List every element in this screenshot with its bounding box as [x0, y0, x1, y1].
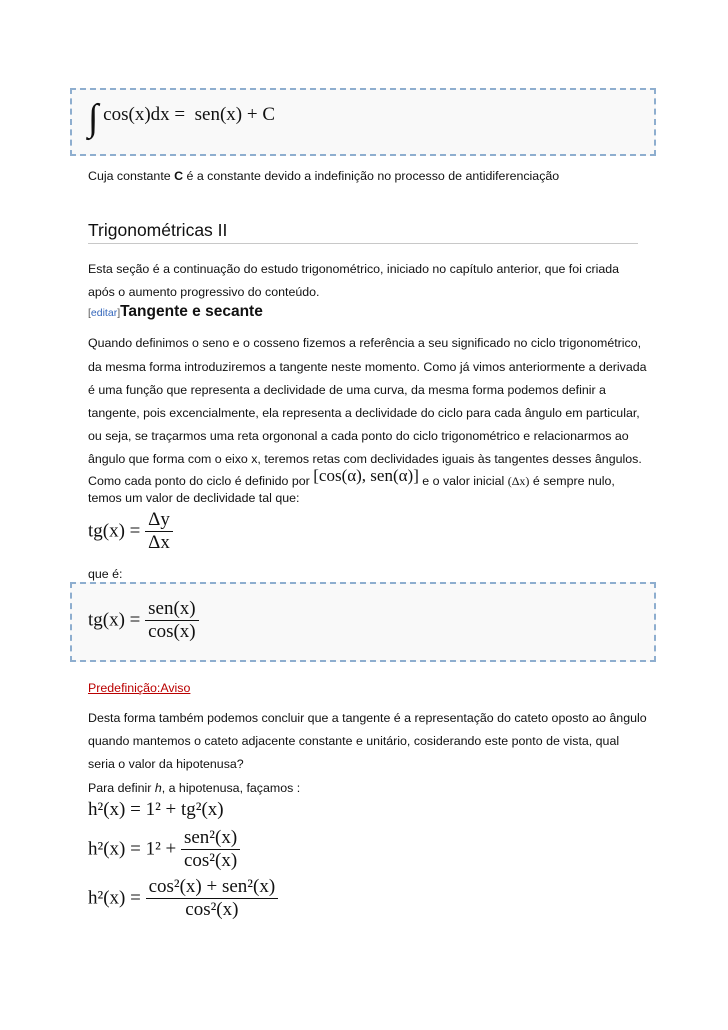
- constant-note: Cuja constante C é a constante devido a indefinição no processo de antidiferenciação: [88, 169, 560, 183]
- edit-link[interactable]: editar: [90, 307, 118, 319]
- que-e-text: que é:: [88, 567, 123, 581]
- subsection-heading: [88, 303, 263, 321]
- cos-sen-pair: [cos(α), sen(α)]: [313, 466, 419, 485]
- paragraph-line: tangente, pois excencialmente, ela representa a declividade do ciclo para cada ângulo em particular,: [88, 406, 640, 420]
- paragraph-line: quando mantemos o cateto adjacente constante e unitário, cosiderando este ponto de vista, qual: [88, 734, 620, 748]
- subsection-title: Tangente e secante: [120, 303, 263, 320]
- template-aviso-link[interactable]: Predefinição:Aviso: [88, 681, 191, 695]
- paragraph-line: seria o valor da hipotenusa?: [88, 757, 244, 771]
- section-intro-line-1: Esta seção é a continuação do estudo trigonométrico, iniciado no capítulo anterior, que foi criada: [88, 262, 620, 276]
- section-heading: Trigonométricas II: [88, 219, 638, 244]
- edit-section-control: [editar]: [88, 307, 121, 319]
- hypotenuse-intro: Para definir h, a hipotenusa, façamos :: [88, 781, 301, 795]
- paragraph-line: ou seja, se traçarmos uma reta orgononal a cada ponto do ciclo trigonométrico e relacionarmos ao: [88, 429, 629, 443]
- hypotenuse-equation-2: h²(x) = 1² + $\frac{\text{sen²(x)}}{\text{cos²(x)}}$: [88, 827, 240, 872]
- section-intro-line-2: após o aumento progressivo do conteúdo.: [88, 285, 320, 299]
- paragraph-line: é uma função que representa a declividade de uma curva, da mesma forma podemos definir a: [88, 383, 606, 397]
- integral-sign-icon: ∫: [88, 97, 99, 139]
- hypotenuse-equation-1: h²(x) = 1² + tg²(x): [88, 799, 224, 820]
- paragraph-line: Como cada ponto do ciclo é definido por [cos(α), sen(α)] e o valor inicial (Δx) é sempre nulo,: [88, 466, 615, 488]
- tangent-ratio-equation: tg(x) = $\frac{\text{sen(x)}}{\cos(x)}$: [88, 598, 199, 643]
- paragraph-line: Quando definimos o seno e o cosseno fizemos a referência a seu significado no ciclo trigonométrico,: [88, 336, 642, 350]
- paragraph-line: Desta forma também podemos concluir que a tangente é a representação do cateto oposto ao ângulo: [88, 711, 647, 725]
- integral-formula: ∫ cos(x)dx = sen(x) + C: [88, 97, 275, 139]
- template-link-line: [88, 681, 190, 696]
- paragraph-line: temos um valor de declividade tal que:: [88, 491, 300, 505]
- paragraph-line: ângulo que forma com o eixo x, teremos retas com declividades iguais às tangentes desses ângulos.: [88, 452, 642, 466]
- paragraph-line: da mesma forma introduziremos a tangente neste momento. Como já vimos anteriormente a derivada: [88, 360, 647, 374]
- tangent-delta-equation: tg(x) = $\frac{\Delta y}{\Delta x}$: [88, 509, 173, 554]
- hypotenuse-equation-3: h²(x) = $\frac{\text{cos²(x) + sen²(x)}}{\text{cos²(x)}}$: [88, 876, 278, 921]
